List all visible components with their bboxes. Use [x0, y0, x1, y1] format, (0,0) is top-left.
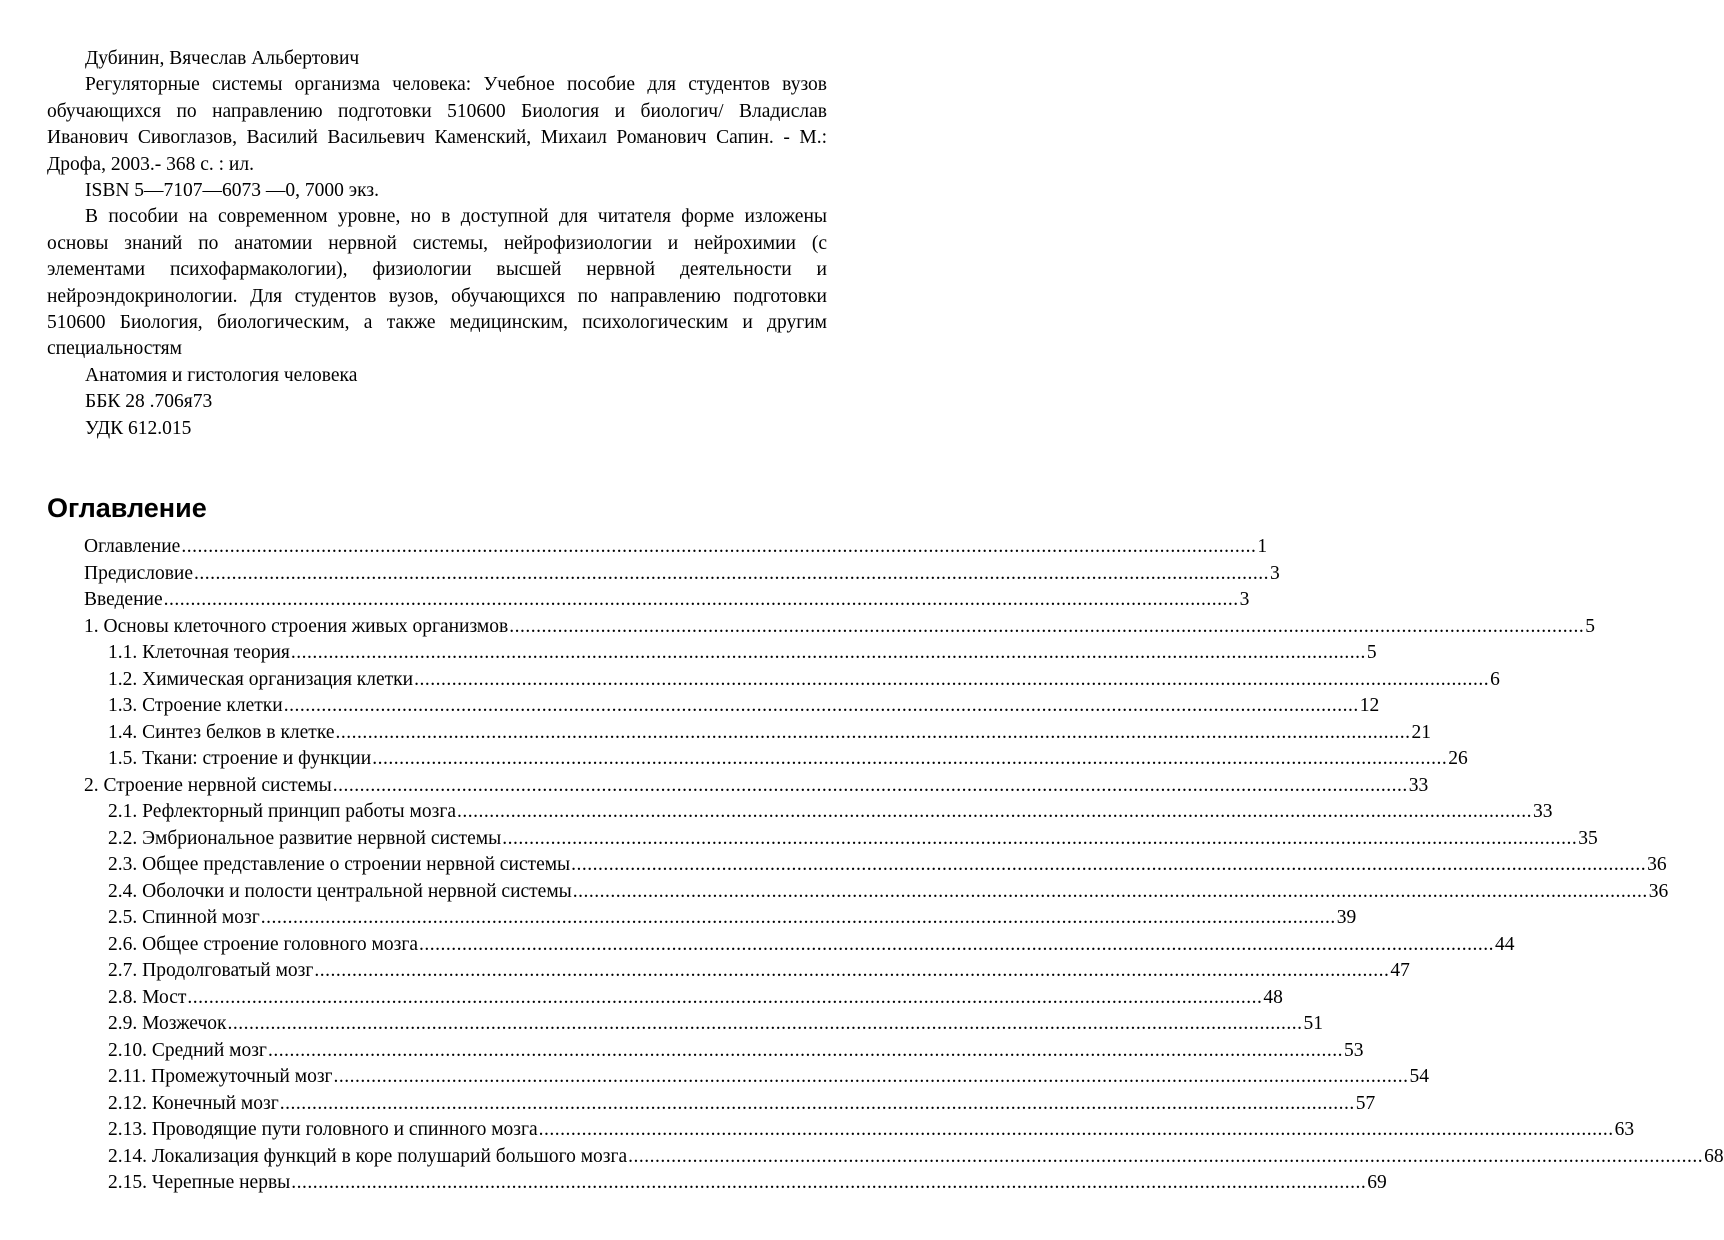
- toc-dot-leader: ........................................................................................................................................................................................................: [194, 562, 1270, 584]
- toc-dot-leader: ........................................................................................................................................................................................................: [628, 1145, 1704, 1167]
- toc-entry[interactable]: [84, 614, 1595, 640]
- toc-dot-leader: ........................................................................................................................................................................................................: [419, 933, 1495, 955]
- toc-entry-page: 6: [1490, 668, 1500, 690]
- toc-entry-title: 2.9. Мозжечок: [108, 1013, 227, 1034]
- toc-entry[interactable]: [84, 534, 1268, 560]
- toc-entry[interactable]: [108, 1144, 1724, 1170]
- toc-entry-page: 53: [1343, 1039, 1364, 1061]
- toc-entry[interactable]: [108, 1117, 1635, 1143]
- toc-entry-page: 3: [1239, 589, 1250, 610]
- toc-entry-title: 1.1. Клеточная теория: [108, 642, 290, 663]
- toc-entry[interactable]: [84, 587, 1250, 613]
- toc-entry-page: 39: [1336, 907, 1357, 928]
- toc-entry-title: 1. Основы клеточного строения живых организмов: [84, 615, 509, 637]
- toc-entry-page: 12: [1359, 695, 1380, 716]
- toc-dot-leader: ........................................................................................................................................................................................................: [291, 1172, 1367, 1193]
- toc-entry[interactable]: [108, 720, 1431, 746]
- toc-entry-page: 36: [1648, 880, 1669, 902]
- toc-entry-title: 2.6. Общее строение головного мозга: [108, 933, 419, 955]
- toc-entry-title: Оглавление: [84, 536, 181, 557]
- toc-entry-page: 47: [1390, 960, 1410, 981]
- toc-entry-title: 2.11. Промежуточный мозг: [108, 1066, 333, 1087]
- toc-entry-page: 36: [1647, 854, 1667, 875]
- toc-entry[interactable]: [108, 667, 1500, 693]
- toc-entry[interactable]: [108, 799, 1553, 825]
- toc-entry-title: Предисловие: [84, 562, 194, 584]
- toc-entry-page: 51: [1303, 1013, 1323, 1034]
- toc-dot-leader: ........................................................................................................................................................................................................: [502, 827, 1578, 849]
- toc-entry[interactable]: [108, 693, 1380, 719]
- toc-entry[interactable]: [108, 905, 1357, 931]
- bibliographic-record: [47, 46, 827, 442]
- toc-entry-title: 2.14. Локализация функций в коре полушарий большого мозга: [108, 1145, 628, 1167]
- toc-entry-title: 2.3. Общее представление о строении нервной системы: [108, 854, 571, 875]
- toc-entry[interactable]: [108, 1038, 1364, 1064]
- toc-dot-leader: ........................................................................................................................................................................................................: [314, 960, 1390, 981]
- toc-entry-page: 69: [1367, 1172, 1387, 1193]
- toc-entry-title: 1.5. Ткани: строение и функции: [108, 748, 372, 769]
- toc-dot-leader: ........................................................................................................................................................................................................: [333, 1066, 1409, 1087]
- toc-entry[interactable]: [108, 879, 1669, 905]
- toc-dot-leader: ........................................................................................................................................................................................................: [538, 1119, 1614, 1140]
- bbk-line: ББК 28 .706я73: [85, 391, 213, 413]
- toc-dot-leader: ........................................................................................................................................................................................................: [571, 854, 1647, 875]
- toc-entry-page: 26: [1448, 748, 1468, 769]
- toc-dot-leader: ........................................................................................................................................................................................................: [372, 748, 1448, 769]
- toc-entry-title: 1.3. Строение клетки: [108, 695, 283, 716]
- toc-dot-leader: ........................................................................................................................................................................................................: [260, 907, 1336, 928]
- toc-entry-title: 2.2. Эмбриональное развитие нервной системы: [108, 827, 502, 849]
- toc-entry-title: 2.12. Конечный мозг: [108, 1092, 279, 1114]
- toc-entry-page: 63: [1614, 1119, 1635, 1140]
- toc-entry-page: 21: [1411, 721, 1431, 743]
- abstract-paragraph: В пособии на современном уровне, но в доступной для читателя форме изложены основы знаний по анатомии нервной системы, нейрофизиологии и нейрохимии (с элементами психофармакологии), физиологии высшей нервной деятельности и нейроэндокринологии. Для студентов вузов, обучающихся по направлению подготовки 510600 Биология, биологическим, а также медицинским, психологическим и другим специальностям: [47, 206, 827, 360]
- toc-entry-title: 1.2. Химическая организация клетки: [108, 668, 414, 690]
- title-paragraph: Регуляторные системы организма человека: Учебное пособие для студентов вузов обучающихся по направлению подготовки 510600 Биология и биологич/ Владислав Иванович Сивоглазов, Василий Васильевич Каменский, Михаил Романович Сапин. - М.: Дрофа, 2003.- 368 с. : ил.: [47, 74, 827, 175]
- toc-dot-leader: ........................................................................................................................................................................................................: [181, 536, 1257, 557]
- toc-entry[interactable]: [108, 746, 1468, 772]
- toc-entry-title: 2.8. Мост: [108, 986, 187, 1008]
- toc-dot-leader: ........................................................................................................................................................................................................: [572, 880, 1648, 902]
- toc-entry[interactable]: [108, 932, 1515, 958]
- toc-dot-leader: ........................................................................................................................................................................................................: [163, 589, 1239, 610]
- toc-entry-title: 2.1. Рефлекторный принцип работы мозга: [108, 801, 456, 822]
- toc-entry-title: 2.4. Оболочки и полости центральной нервной системы: [108, 880, 572, 902]
- toc-dot-leader: ........................................................................................................................................................................................................: [227, 1013, 1303, 1034]
- author-line: Дубинин, Вячеслав Альбертович: [85, 48, 360, 69]
- toc-entry-page: 33: [1532, 801, 1553, 822]
- toc-entry-page: 68: [1704, 1145, 1724, 1167]
- toc-entry-page: 57: [1355, 1092, 1376, 1114]
- toc-entry-title: 2. Строение нервной системы: [84, 774, 332, 796]
- toc-dot-leader: ........................................................................................................................................................................................................: [332, 774, 1408, 796]
- toc-entry-title: Введение: [84, 589, 163, 610]
- toc-entry[interactable]: [84, 773, 1429, 799]
- toc-entry-page: 3: [1270, 562, 1280, 584]
- toc-dot-leader: ........................................................................................................................................................................................................: [509, 615, 1585, 637]
- toc-entry[interactable]: [108, 1011, 1323, 1037]
- toc-entry-title: 1.4. Синтез белков в клетке: [108, 721, 335, 743]
- toc-entry-page: 44: [1495, 933, 1515, 955]
- toc-entry-page: 48: [1263, 986, 1283, 1008]
- toc-dot-leader: ........................................................................................................................................................................................................: [283, 695, 1359, 716]
- toc-entry[interactable]: [108, 985, 1283, 1011]
- toc-entry-title: 2.7. Продолговатый мозг: [108, 960, 314, 981]
- toc-entry-page: 5: [1366, 642, 1377, 663]
- toc-dot-leader: ........................................................................................................................................................................................................: [187, 986, 1263, 1008]
- toc-entry-page: 5: [1585, 615, 1595, 637]
- toc-dot-leader: ........................................................................................................................................................................................................: [414, 668, 1490, 690]
- toc-entry[interactable]: [84, 561, 1280, 587]
- udk-line: УДК 612.015: [85, 417, 192, 439]
- toc-entry-title: 2.15. Черепные нервы: [108, 1172, 291, 1193]
- toc-entry[interactable]: [108, 1064, 1430, 1090]
- toc-entry-page: 35: [1578, 827, 1598, 849]
- toc-entry-page: 54: [1409, 1066, 1430, 1087]
- isbn-line: ISBN 5—7107—6073 —0, 7000 экз.: [85, 180, 379, 202]
- toc-dot-leader: ........................................................................................................................................................................................................: [290, 642, 1366, 663]
- toc-entry[interactable]: [108, 1170, 1387, 1196]
- toc-entry[interactable]: [108, 1091, 1376, 1117]
- toc-entry-page: 33: [1408, 774, 1429, 796]
- toc-entry[interactable]: [108, 826, 1598, 852]
- toc-dot-leader: ........................................................................................................................................................................................................: [335, 721, 1411, 743]
- toc-entry[interactable]: [108, 640, 1377, 666]
- toc-entry-title: 2.13. Проводящие пути головного и спинного мозга: [108, 1119, 538, 1140]
- subject-line: Анатомия и гистология человека: [85, 364, 358, 386]
- toc-heading: Оглавление: [47, 493, 207, 523]
- toc-entry[interactable]: [108, 852, 1667, 878]
- toc-entry-title: 2.5. Спинной мозг: [108, 907, 260, 928]
- toc-entry-title: 2.10. Средний мозг: [108, 1039, 267, 1061]
- toc-dot-leader: ........................................................................................................................................................................................................: [456, 801, 1532, 822]
- toc-entry[interactable]: [108, 958, 1410, 984]
- toc-dot-leader: ........................................................................................................................................................................................................: [267, 1039, 1343, 1061]
- toc-dot-leader: ........................................................................................................................................................................................................: [279, 1092, 1355, 1114]
- toc-entry-page: 1: [1257, 536, 1268, 557]
